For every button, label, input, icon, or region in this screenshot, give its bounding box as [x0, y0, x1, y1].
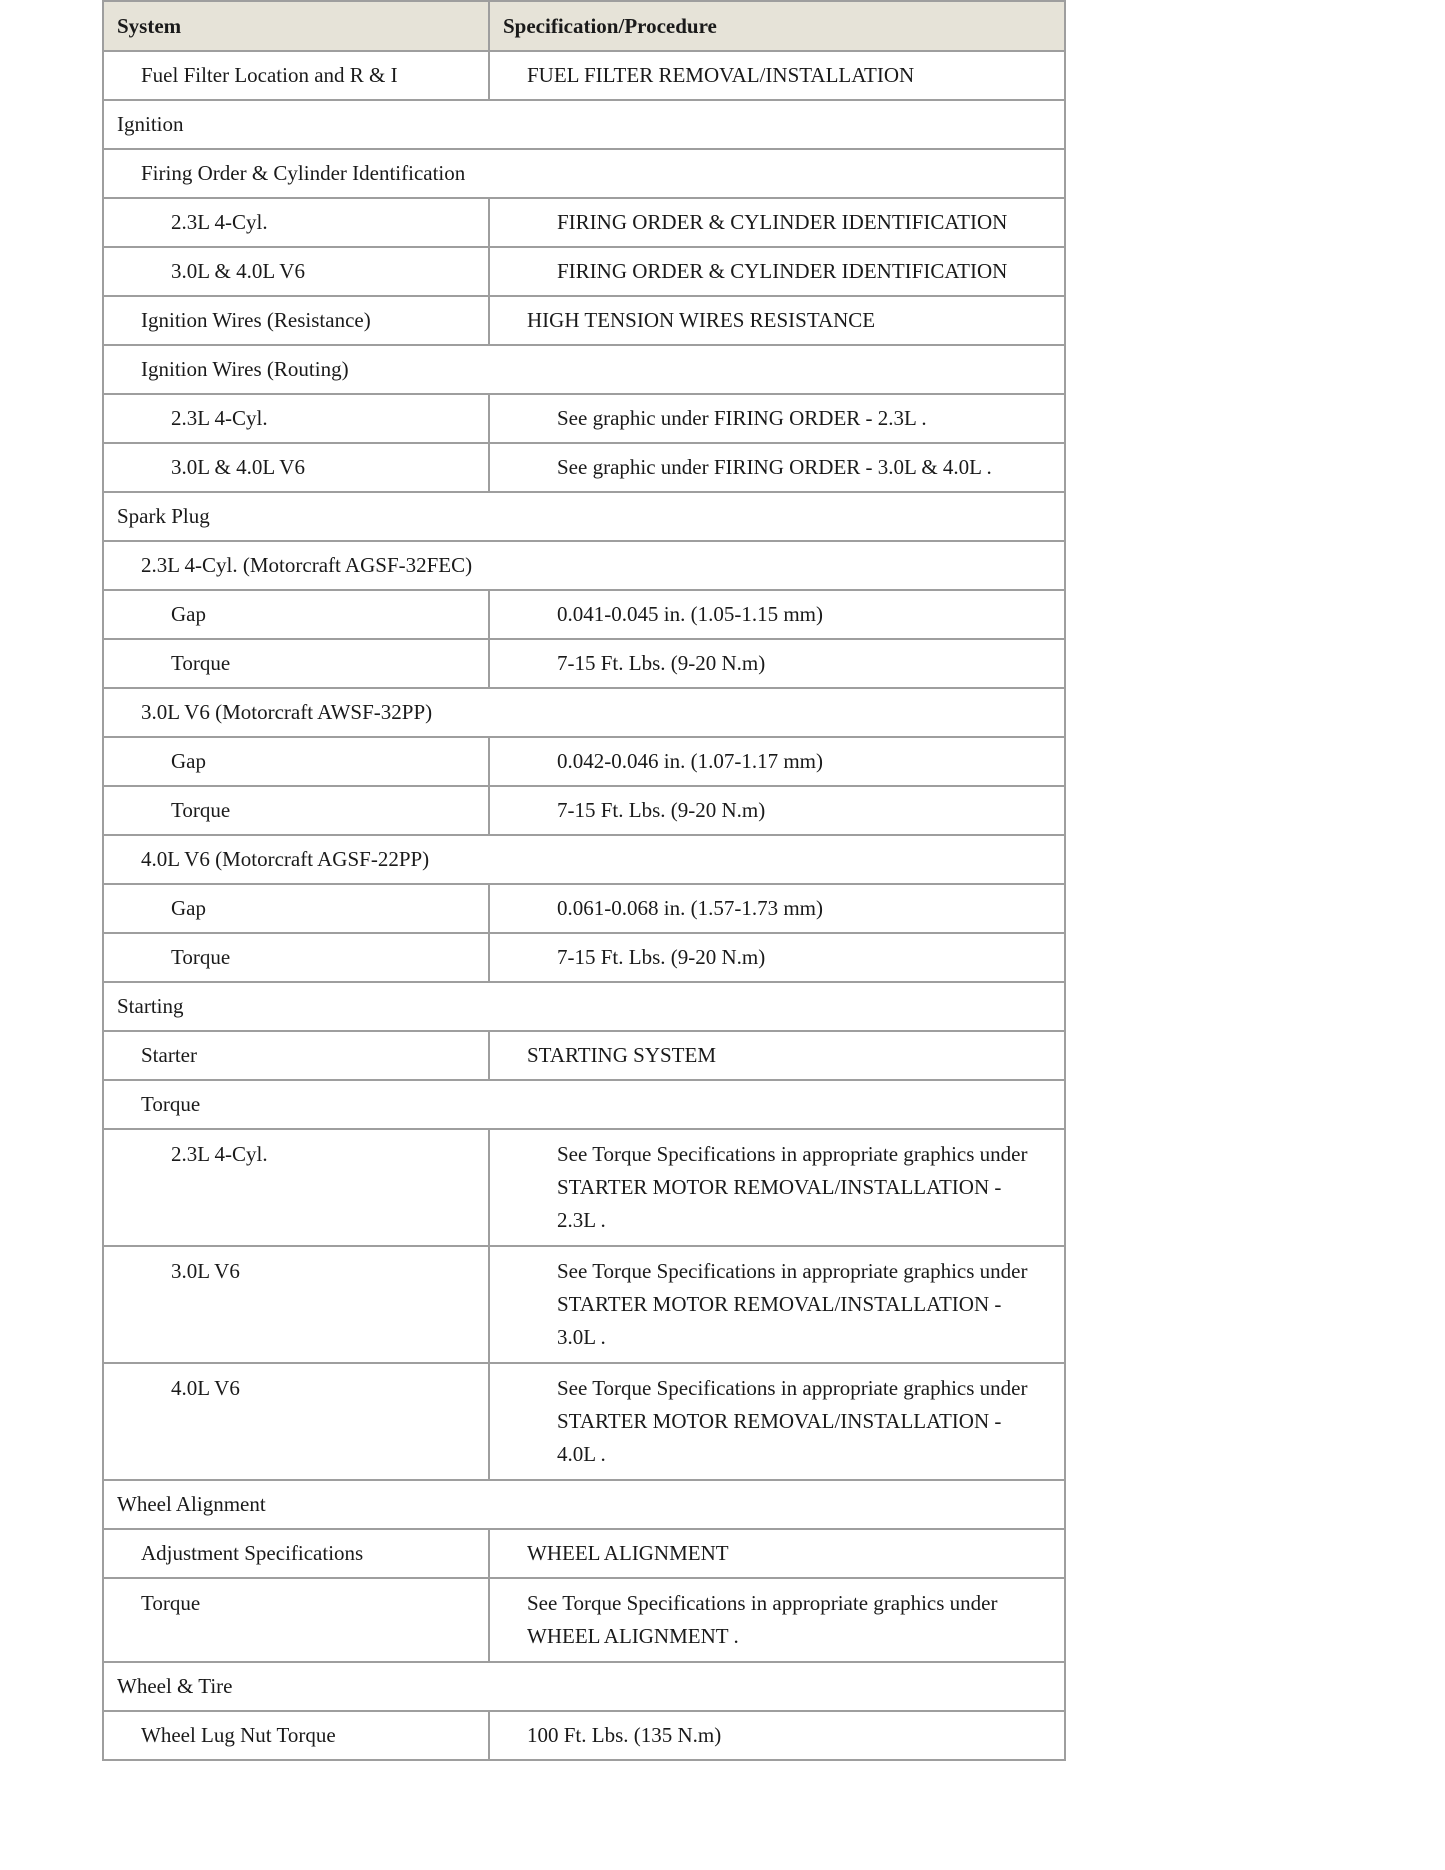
spec-cell: See Torque Specifications in appropriate graphics under WHEEL ALIGNMENT .	[489, 1578, 1065, 1662]
section-row	[103, 982, 1065, 1031]
section-label: 2.3L 4-Cyl. (Motorcraft AGSF-32FEC)	[103, 541, 1065, 590]
spec-cell: HIGH TENSION WIRES RESISTANCE	[489, 296, 1065, 345]
system-cell: Adjustment Specifications	[103, 1529, 489, 1578]
system-cell: 3.0L & 4.0L V6	[103, 443, 489, 492]
section-row	[103, 1080, 1065, 1129]
system-cell: 4.0L V6	[103, 1363, 489, 1480]
spec-cell: WHEEL ALIGNMENT	[489, 1529, 1065, 1578]
section-row	[103, 345, 1065, 394]
table-row	[103, 786, 1065, 835]
section-label: Spark Plug	[103, 492, 1065, 541]
table-row	[103, 737, 1065, 786]
header-spec: Specification/Procedure	[489, 1, 1065, 51]
table-header	[103, 1, 1065, 51]
spec-cell: See Torque Specifications in appropriate graphics under STARTER MOTOR REMOVAL/INSTALLATION - 4.0L .	[489, 1363, 1065, 1480]
spec-cell: See graphic under FIRING ORDER - 3.0L & 4.0L .	[489, 443, 1065, 492]
spec-cell: See Torque Specifications in appropriate graphics under STARTER MOTOR REMOVAL/INSTALLATION - 3.0L .	[489, 1246, 1065, 1363]
spec-cell: 0.061-0.068 in. (1.57-1.73 mm)	[489, 884, 1065, 933]
header-system: System	[103, 1, 489, 51]
section-row	[103, 149, 1065, 198]
table-row	[103, 198, 1065, 247]
section-label: Torque	[103, 1080, 1065, 1129]
spec-cell: See Torque Specifications in appropriate graphics under STARTER MOTOR REMOVAL/INSTALLATION - 2.3L .	[489, 1129, 1065, 1246]
system-cell: Fuel Filter Location and R & I	[103, 51, 489, 100]
system-cell: 3.0L V6	[103, 1246, 489, 1363]
section-row	[103, 688, 1065, 737]
spec-cell: FIRING ORDER & CYLINDER IDENTIFICATION	[489, 198, 1065, 247]
section-label: Wheel Alignment	[103, 1480, 1065, 1529]
system-cell: Gap	[103, 884, 489, 933]
section-label: Ignition Wires (Routing)	[103, 345, 1065, 394]
spec-cell: FUEL FILTER REMOVAL/INSTALLATION	[489, 51, 1065, 100]
system-cell: Torque	[103, 639, 489, 688]
table-row	[103, 590, 1065, 639]
table-row	[103, 639, 1065, 688]
section-label: Wheel & Tire	[103, 1662, 1065, 1711]
table-row	[103, 1529, 1065, 1578]
table-row	[103, 296, 1065, 345]
section-row	[103, 541, 1065, 590]
system-cell: 2.3L 4-Cyl.	[103, 198, 489, 247]
system-cell: Gap	[103, 737, 489, 786]
system-cell: Ignition Wires (Resistance)	[103, 296, 489, 345]
table-row	[103, 1578, 1065, 1662]
table-body	[103, 51, 1065, 1760]
section-row	[103, 492, 1065, 541]
spec-cell: 0.042-0.046 in. (1.07-1.17 mm)	[489, 737, 1065, 786]
system-cell: Torque	[103, 1578, 489, 1662]
spec-cell: 7-15 Ft. Lbs. (9-20 N.m)	[489, 639, 1065, 688]
table-row	[103, 1363, 1065, 1480]
section-row	[103, 1662, 1065, 1711]
section-row	[103, 100, 1065, 149]
table-row	[103, 394, 1065, 443]
table-row	[103, 884, 1065, 933]
table-row	[103, 1711, 1065, 1760]
table-row	[103, 51, 1065, 100]
spec-cell: 0.041-0.045 in. (1.05-1.15 mm)	[489, 590, 1065, 639]
system-cell: 2.3L 4-Cyl.	[103, 1129, 489, 1246]
system-cell: Torque	[103, 786, 489, 835]
section-label: Firing Order & Cylinder Identification	[103, 149, 1065, 198]
spec-cell: STARTING SYSTEM	[489, 1031, 1065, 1080]
spec-table	[102, 0, 1066, 1761]
table-row	[103, 443, 1065, 492]
table-row	[103, 247, 1065, 296]
system-cell: Torque	[103, 933, 489, 982]
table-row	[103, 1031, 1065, 1080]
system-cell: 3.0L & 4.0L V6	[103, 247, 489, 296]
section-label: 4.0L V6 (Motorcraft AGSF-22PP)	[103, 835, 1065, 884]
spec-cell: FIRING ORDER & CYLINDER IDENTIFICATION	[489, 247, 1065, 296]
section-row	[103, 835, 1065, 884]
system-cell: Starter	[103, 1031, 489, 1080]
table-row	[103, 1246, 1065, 1363]
system-cell: Wheel Lug Nut Torque	[103, 1711, 489, 1760]
table-row	[103, 933, 1065, 982]
table-row	[103, 1129, 1065, 1246]
section-row	[103, 1480, 1065, 1529]
system-cell: Gap	[103, 590, 489, 639]
spec-cell: See graphic under FIRING ORDER - 2.3L .	[489, 394, 1065, 443]
section-label: 3.0L V6 (Motorcraft AWSF-32PP)	[103, 688, 1065, 737]
spec-cell: 7-15 Ft. Lbs. (9-20 N.m)	[489, 786, 1065, 835]
section-label: Starting	[103, 982, 1065, 1031]
section-label: Ignition	[103, 100, 1065, 149]
header-row	[103, 1, 1065, 51]
spec-cell: 7-15 Ft. Lbs. (9-20 N.m)	[489, 933, 1065, 982]
spec-cell: 100 Ft. Lbs. (135 N.m)	[489, 1711, 1065, 1760]
system-cell: 2.3L 4-Cyl.	[103, 394, 489, 443]
